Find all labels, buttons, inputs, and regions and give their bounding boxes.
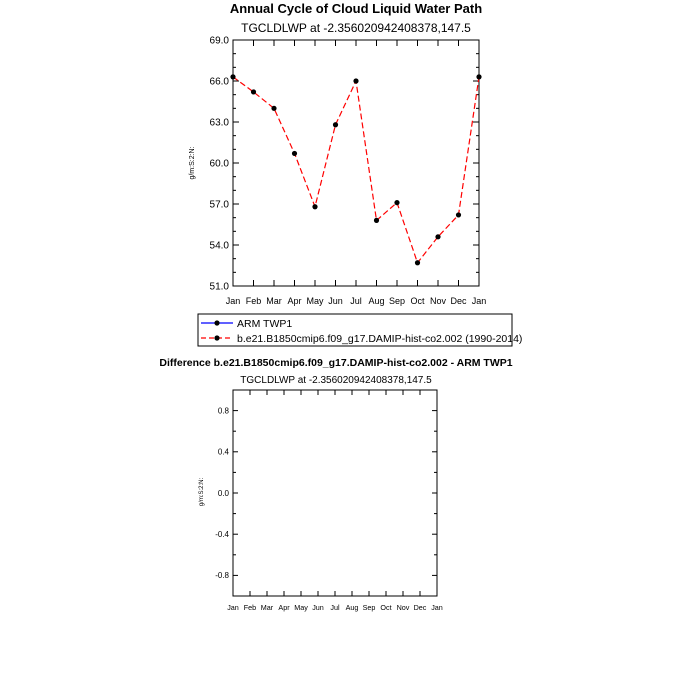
x-tick-label: Aug bbox=[345, 603, 359, 612]
x-tick-label: Nov bbox=[429, 296, 447, 306]
y-tick-label: -0.4 bbox=[215, 530, 229, 539]
data-point bbox=[230, 74, 235, 79]
x-tick-label: Mar bbox=[260, 603, 274, 612]
plot-frame bbox=[233, 40, 479, 286]
data-point bbox=[456, 212, 461, 217]
y-tick-label: 63.0 bbox=[209, 117, 229, 129]
y-tick-label: -0.8 bbox=[215, 571, 229, 581]
data-point bbox=[271, 106, 276, 111]
chart1-plot bbox=[210, 36, 487, 307]
chart1-title: Annual Cycle of Cloud Liquid Water Path bbox=[229, 1, 483, 16]
data-point bbox=[312, 204, 317, 209]
chart1-ylabel: g/m:S:2:N: bbox=[189, 146, 196, 180]
x-tick-label: Jan bbox=[471, 296, 487, 306]
y-tick-label: 57.0 bbox=[209, 199, 229, 211]
chart2-ylabel: g/m:S:2:N: bbox=[199, 477, 205, 507]
x-tick-label: Nov bbox=[396, 603, 410, 612]
data-point bbox=[251, 89, 256, 94]
x-tick-label: Jul bbox=[350, 296, 362, 306]
chart2-plot bbox=[215, 390, 443, 612]
x-tick-label: Oct bbox=[380, 603, 392, 612]
x-tick-label: Jan bbox=[227, 603, 239, 612]
x-tick-label: Jan bbox=[225, 296, 241, 306]
x-tick-label: Feb bbox=[243, 603, 257, 612]
data-point bbox=[292, 151, 297, 156]
legend-label-series-2: b.e21.B1850cmip6.f09_g17.DAMIP-hist-co2.002 (1990-2014) bbox=[237, 333, 523, 345]
x-tick-label: May bbox=[294, 603, 308, 612]
x-tick-label: Dec bbox=[413, 603, 427, 612]
chart1-legend bbox=[198, 314, 522, 346]
data-point bbox=[435, 234, 440, 239]
y-tick-label: 60.0 bbox=[209, 158, 229, 170]
chart2-subtitle: TGCLDLWP at -2.356020942408378,147.5 bbox=[240, 375, 432, 386]
data-point bbox=[374, 218, 379, 223]
y-tick-label: 69.0 bbox=[209, 35, 229, 47]
x-tick-label: Mar bbox=[266, 296, 282, 306]
y-tick-label: 0.0 bbox=[217, 488, 229, 498]
x-tick-label: Jul bbox=[330, 603, 340, 612]
x-tick-label: Dec bbox=[450, 296, 467, 306]
data-point bbox=[415, 260, 420, 265]
data-point bbox=[353, 78, 358, 83]
x-tick-label: Jun bbox=[312, 603, 324, 612]
x-tick-label: Aug bbox=[368, 296, 385, 306]
y-tick-label: 54.0 bbox=[209, 240, 229, 252]
plot-frame bbox=[233, 390, 437, 596]
x-tick-label: Feb bbox=[245, 296, 262, 306]
x-tick-label: Apr bbox=[278, 603, 290, 612]
x-tick-label: Sep bbox=[362, 603, 376, 612]
y-tick-label: 51.0 bbox=[209, 281, 229, 293]
legend-marker-series-1 bbox=[214, 320, 219, 325]
y-tick-label: 0.8 bbox=[217, 406, 229, 416]
data-point bbox=[476, 74, 481, 79]
x-tick-label: Sep bbox=[388, 296, 406, 306]
data-point bbox=[333, 122, 338, 127]
legend-marker-series-2 bbox=[214, 335, 219, 340]
x-tick-label: Jan bbox=[431, 603, 443, 612]
x-tick-label: May bbox=[306, 296, 324, 306]
chart1-subtitle: TGCLDLWP at -2.356020942408378,147.5 bbox=[241, 21, 471, 35]
legend-label-series-1: ARM TWP1 bbox=[237, 318, 293, 330]
y-tick-label: 0.4 bbox=[217, 447, 229, 457]
series-line-2 bbox=[233, 77, 479, 263]
x-tick-label: Apr bbox=[287, 296, 302, 306]
chart2-title: Difference b.e21.B1850cmip6.f09_g17.DAMIP-hist-co2.002 - ARM TWP1 bbox=[159, 357, 513, 369]
x-tick-label: Oct bbox=[410, 296, 425, 306]
y-tick-label: 66.0 bbox=[209, 76, 229, 88]
data-point bbox=[394, 200, 399, 205]
x-tick-label: Jun bbox=[328, 296, 343, 306]
